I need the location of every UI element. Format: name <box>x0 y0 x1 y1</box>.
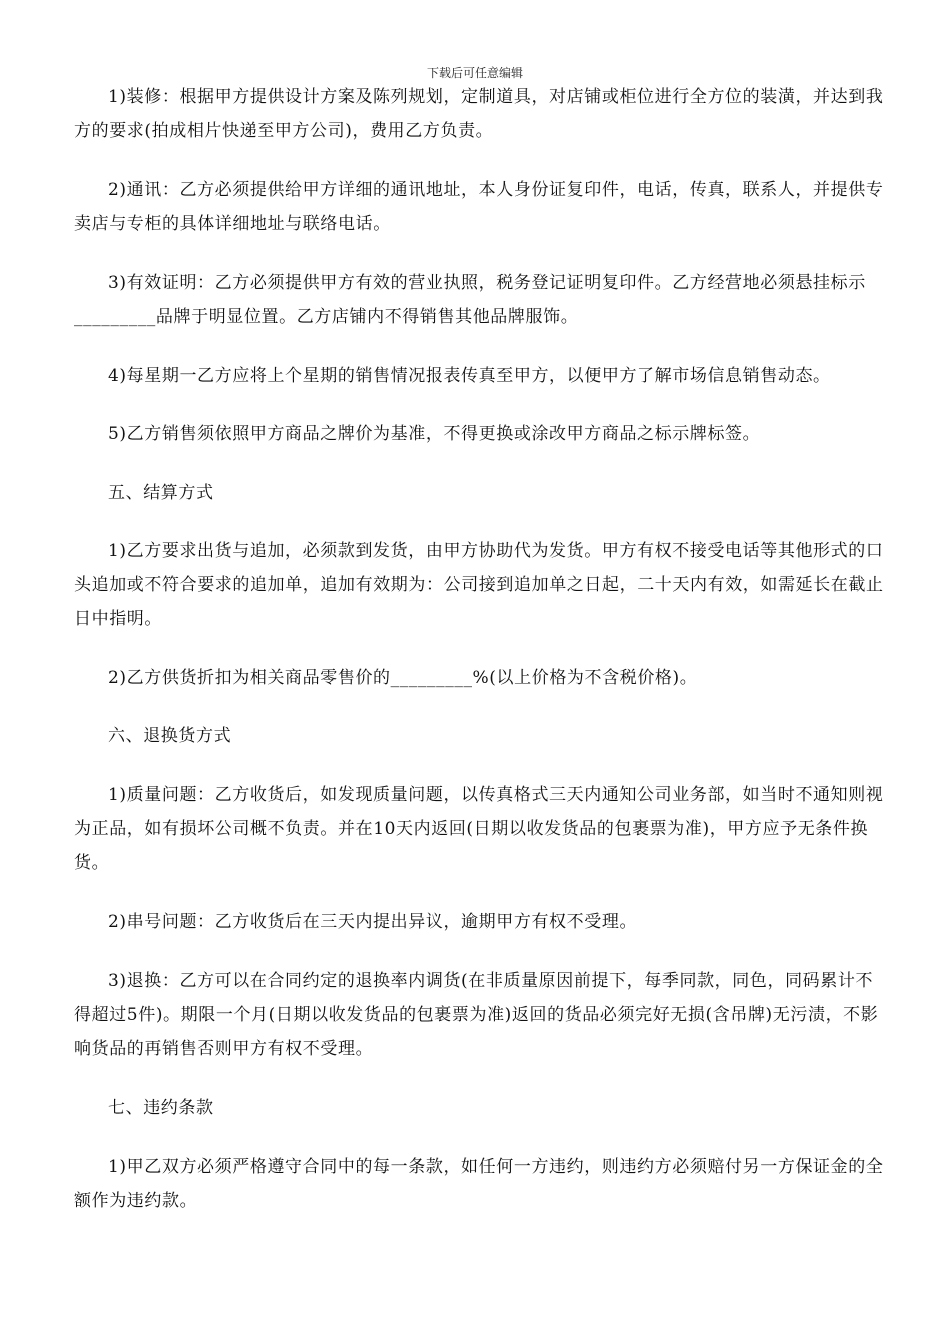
section-heading-returns: 六、退换货方式 <box>108 726 232 746</box>
clause-quality-issues: 1)质量问题：乙方收货后，如发现质量问题，以传真格式三天内通知公司业务部，如当时不通知则视为正品，如有损坏公司概不负责。并在10天内返回(日期以收发货品的包裹票为准)，甲方应予无条件换货。 <box>74 785 884 873</box>
clause-supply-discount: 2)乙方供货折扣为相关商品零售价的_________%(以上价格为不含税价格)。 <box>108 668 698 688</box>
clause-valid-certificates: 3)有效证明：乙方必须提供甲方有效的营业执照，税务登记证明复印件。乙方经营地必须悬挂标示_________品牌于明显位置。乙方店铺内不得销售其他品牌服饰。 <box>74 273 866 327</box>
section-heading-breach: 七、违约条款 <box>108 1098 214 1118</box>
clause-decoration: 1)装修：根据甲方提供设计方案及陈列规划，定制道具，对店铺或柜位进行全方位的装潢，并达到我方的要求(拍成相片快递至甲方公司)，费用乙方负责。 <box>74 87 884 141</box>
clause-shipment-orders: 1)乙方要求出货与追加，必须款到发货，由甲方协助代为发货。甲方有权不接受电话等其他形式的口头追加或不符合要求的追加单，追加有效期为：公司接到追加单之日起，二十天内有效，如需延长在截止日中指明。 <box>74 541 884 629</box>
clause-pricing-standard: 5)乙方销售须依照甲方商品之牌价为基准，不得更换或涂改甲方商品之标示牌标签。 <box>108 424 761 444</box>
section-heading-settlement: 五、结算方式 <box>108 483 214 503</box>
clause-weekly-report: 4)每星期一乙方应将上个星期的销售情况报表传真至甲方，以便甲方了解市场信息销售动态。 <box>108 366 831 386</box>
header-note: 下载后可任意编辑 <box>426 66 523 80</box>
clause-breach-penalty: 1)甲乙双方必须严格遵守合同中的每一条款，如任何一方违约，则违约方必须赔付另一方保证金的全额作为违约款。 <box>74 1157 884 1211</box>
clause-communication: 2)通讯：乙方必须提供给甲方详细的通讯地址，本人身份证复印件，电话，传真，联系人，并提供专卖店与专柜的具体详细地址与联络电话。 <box>74 180 884 234</box>
clause-serial-issues: 2)串号问题：乙方收货后在三天内提出异议，逾期甲方有权不受理。 <box>108 912 638 932</box>
clause-exchange: 3)退换：乙方可以在合同约定的退换率内调货(在非质量原因前提下，每季同款，同色，同码累计不得超过5件)。期限一个月(日期以收发货品的包裹票为准)返回的货品必须完好无损(含吊牌)无污渍，不影响货品的再销售否则甲方有权不受理。 <box>74 971 879 1059</box>
